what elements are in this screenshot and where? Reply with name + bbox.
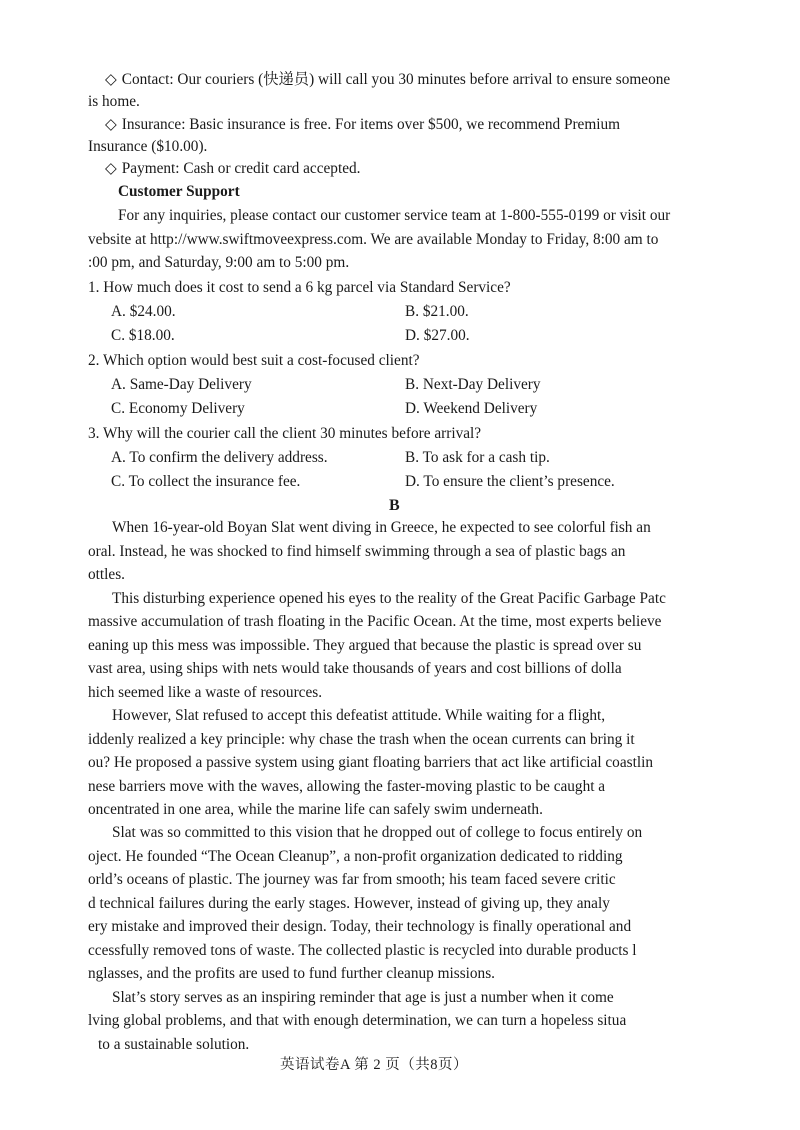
passage-line: oncentrated in one area, while the marine life can safely swim underneath. — [88, 801, 543, 818]
passage-label: B — [389, 497, 400, 514]
question-1-option-c: C. $18.00. — [111, 327, 175, 344]
question-3-option-a: A. To confirm the delivery address. — [111, 449, 328, 466]
passage-line: iddenly realized a key principle: why chase the trash when the ocean currents can bring it — [88, 731, 635, 748]
passage-line: ccessfully removed tons of waste. The collected plastic is recycled into durable products l — [88, 942, 637, 959]
passage-line: oral. Instead, he was shocked to find himself swimming through a sea of plastic bags an — [88, 543, 626, 560]
question-1-option-b: B. $21.00. — [405, 303, 469, 320]
passage-line: This disturbing experience opened his eyes to the reality of the Great Pacific Garbage Patc — [112, 590, 666, 607]
question-1-option-a: A. $24.00. — [111, 303, 176, 320]
passage-line: lving global problems, and that with enough determination, we can turn a hopeless situa — [88, 1012, 627, 1029]
passage-line: ou? He proposed a passive system using giant floating barriers that act like artificial coastlin — [88, 754, 653, 771]
passage-line: oject. He founded “The Ocean Cleanup”, a non-profit organization dedicated to ridding — [88, 848, 623, 865]
insurance-line-2: Insurance ($10.00). — [88, 138, 208, 155]
support-heading: Customer Support — [118, 183, 240, 200]
passage-line: ottles. — [88, 566, 125, 583]
question-3-stem: 3. Why will the courier call the client 30 minutes before arrival? — [88, 425, 482, 442]
question-2-option-d: D. Weekend Delivery — [405, 400, 538, 417]
passage-line: to a sustainable solution. — [98, 1036, 250, 1053]
support-line-3: :00 pm, and Saturday, 9:00 am to 5:00 pm. — [88, 254, 350, 271]
question-1-stem: 1. How much does it cost to send a 6 kg parcel via Standard Service? — [88, 279, 511, 296]
question-2-option-a: A. Same-Day Delivery — [111, 376, 252, 393]
question-3-option-d: D. To ensure the client’s presence. — [405, 473, 615, 490]
contact-line-2: is home. — [88, 93, 140, 110]
passage-line: nese barriers move with the waves, allowing the faster-moving plastic to be caught a — [88, 778, 606, 795]
question-2-stem: 2. Which option would best suit a cost-focused client? — [88, 352, 420, 369]
passage-line: vast area, using ships with nets would take thousands of years and cost billions of dolla — [88, 660, 622, 677]
question-2-option-b: B. Next-Day Delivery — [405, 376, 541, 393]
page-footer: 英语试卷A 第 2 页（共8页） — [280, 1057, 469, 1073]
passage-line: d technical failures during the early stages. However, instead of giving up, they analy — [88, 895, 610, 912]
diamond-bullet-icon: ◇ — [105, 71, 117, 88]
diamond-bullet-icon: ◇ — [105, 116, 117, 133]
question-3-option-c: C. To collect the insurance fee. — [111, 473, 301, 490]
passage-line: However, Slat refused to accept this defeatist attitude. While waiting for a flight, — [112, 707, 606, 724]
passage-line: eaning up this mess was impossible. They argued that because the plastic is spread over su — [88, 637, 642, 654]
passage-line: Slat’s story serves as an inspiring reminder that age is just a number when it come — [112, 989, 614, 1006]
question-1-option-d: D. $27.00. — [405, 327, 470, 344]
passage-line: hich seemed like a waste of resources. — [88, 684, 323, 701]
question-2-option-c: C. Economy Delivery — [111, 400, 245, 417]
passage-line: nglasses, and the profits are used to fund further cleanup missions. — [88, 965, 495, 982]
contact-line-1: ◇ Contact: Our couriers (快递员) will call you 30 minutes before arrival to ensure someone — [105, 71, 671, 88]
passage-line: orld’s oceans of plastic. The journey was far from smooth; his team faced severe critic — [88, 871, 616, 888]
diamond-bullet-icon: ◇ — [105, 160, 117, 177]
passage-line: When 16-year-old Boyan Slat went diving in Greece, he expected to see colorful fish an — [112, 519, 651, 536]
payment-line: ◇ Payment: Cash or credit card accepted. — [105, 160, 361, 177]
question-3-option-b: B. To ask for a cash tip. — [405, 449, 550, 466]
insurance-line-1: ◇ Insurance: Basic insurance is free. For items over $500, we recommend Premium — [105, 116, 621, 133]
support-line-2: vebsite at http://www.swiftmoveexpress.com. We are available Monday to Friday, 8:00 am to — [88, 231, 659, 248]
support-line-1: For any inquiries, please contact our customer service team at 1-800-555-0199 or visit our — [118, 207, 671, 224]
passage-line: ery mistake and improved their design. Today, their technology is finally operational and — [88, 918, 632, 935]
passage-line: massive accumulation of trash floating in the Pacific Ocean. At the time, most experts believe — [88, 613, 662, 630]
passage-line: Slat was so committed to this vision that he dropped out of college to focus entirely on — [112, 824, 643, 841]
